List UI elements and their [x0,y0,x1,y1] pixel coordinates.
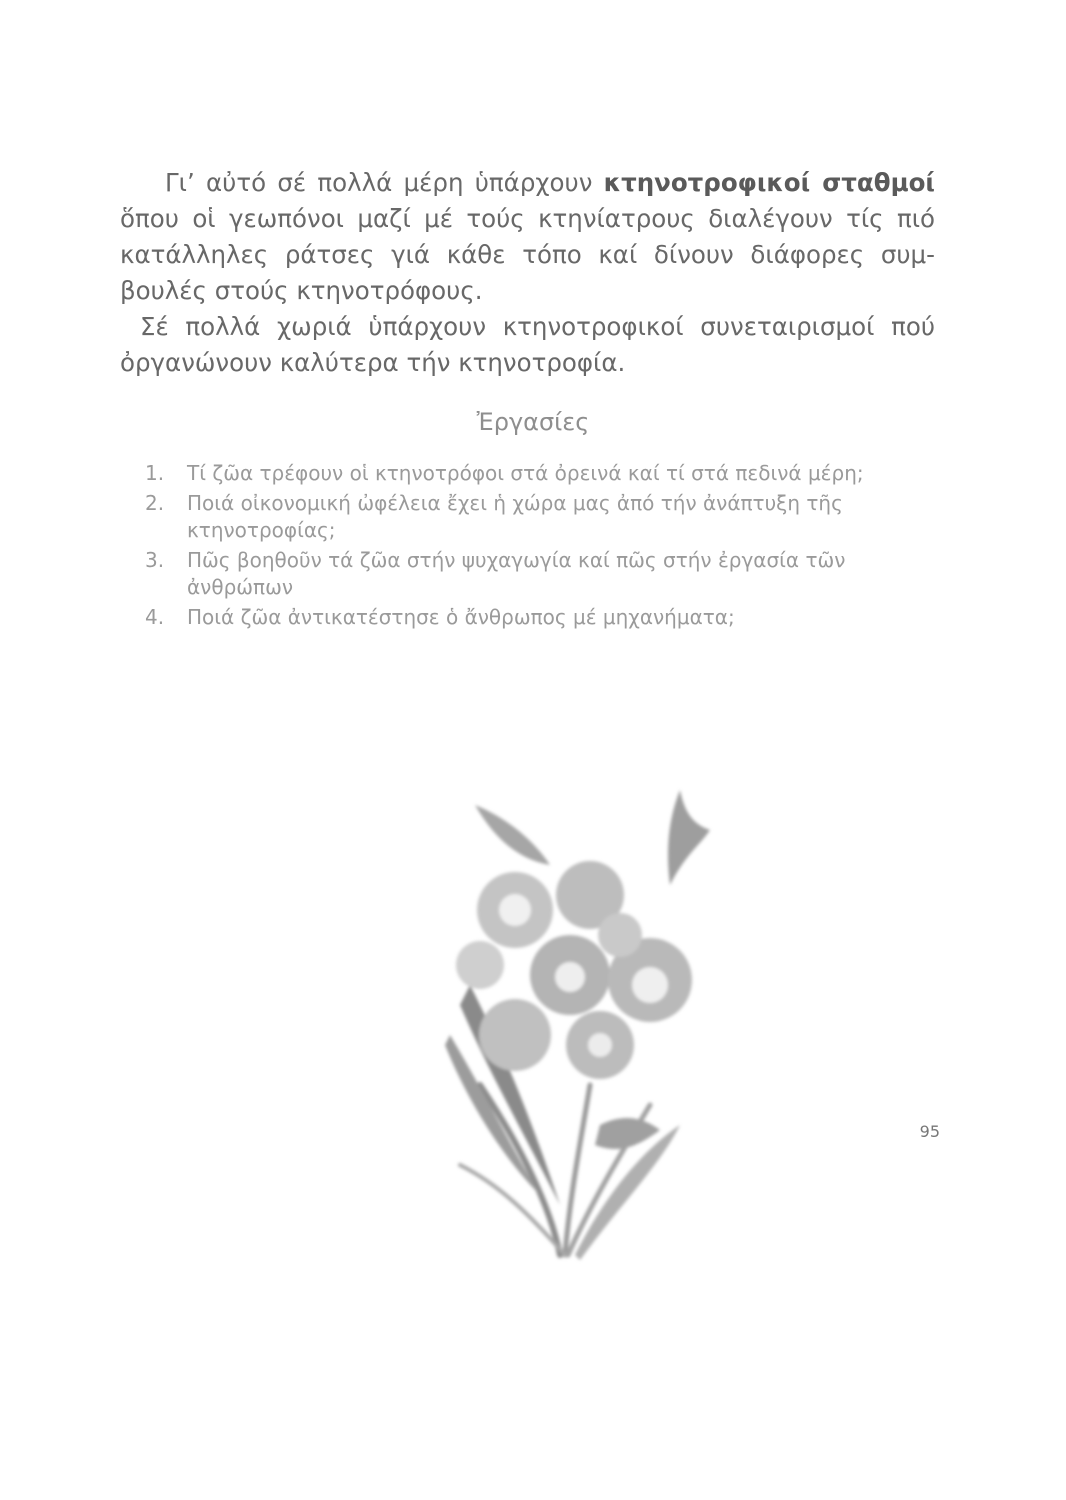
page-number: 95 [919,1122,940,1141]
blossom [598,913,642,957]
task-text: Πῶς βοηθοῦν τά ζῶα στήν ψυχαγωγία καί πῶς στήν ἐργασία τῶν ἀνθρώπων [187,548,846,599]
blossom [499,894,531,926]
task-text: Ποιά ζῶα ἀντικατέστησε ὁ ἄνθρωπος μέ μηχανήματα; [187,605,735,629]
intro-p1-bold: κτηνοτροφικοί σταθμοί [603,168,935,197]
leaf [595,1118,660,1149]
intro-p1-end: ὅπου οἱ γεωπόνοι μαζί μέ τούς κτηνίατρους διαλέγουν τίς πιό κατάλληλες ράτσες γιά κάθε τόπο καί δίνουν διάφορες συμ-βουλές στούς κτηνοτρόφους. [120,204,935,305]
intro-text [120,165,935,381]
bud [475,805,550,865]
bud [668,790,710,885]
blossom [632,967,668,1003]
blossom [479,999,551,1071]
task-list [145,460,905,634]
intro-p1-start: Γι’ αὐτό σέ πολλά μέρη ὑπάρχουν [165,168,604,197]
task-number: 1. [145,461,165,485]
task-number: 2. [145,491,165,515]
task-item [145,490,905,544]
task-item [145,547,905,601]
blossom [555,962,585,992]
task-text: Ποιά οἰκονομική ὠφέλεια ἔχει ἡ χώρα μας ἀπό τήν ἀνάπτυξη τῆς κτηνοτροφίας; [187,491,843,542]
task-item [145,460,905,487]
blossom [588,1033,612,1057]
section-title: Ἐργασίες [476,408,590,436]
task-text: Τί ζῶα τρέφουν οἱ κτηνοτρόφοι στά ὀρεινά καί τί στά πεδινά μέρη; [187,461,864,485]
task-number: 4. [145,605,165,629]
task-number: 3. [145,548,165,572]
flower-bouquet-illustration [420,785,740,1275]
blossom [456,941,504,989]
intro-paragraph-2: Σέ πολλά χωριά ὑπάρχουν κτηνοτροφικοί συνεταιρισμοί πού ὀργανώνουν καλύτερα τήν κτηνοτροφία. [120,312,935,377]
task-item [145,604,905,631]
intro-paragraph-1 [120,165,935,309]
